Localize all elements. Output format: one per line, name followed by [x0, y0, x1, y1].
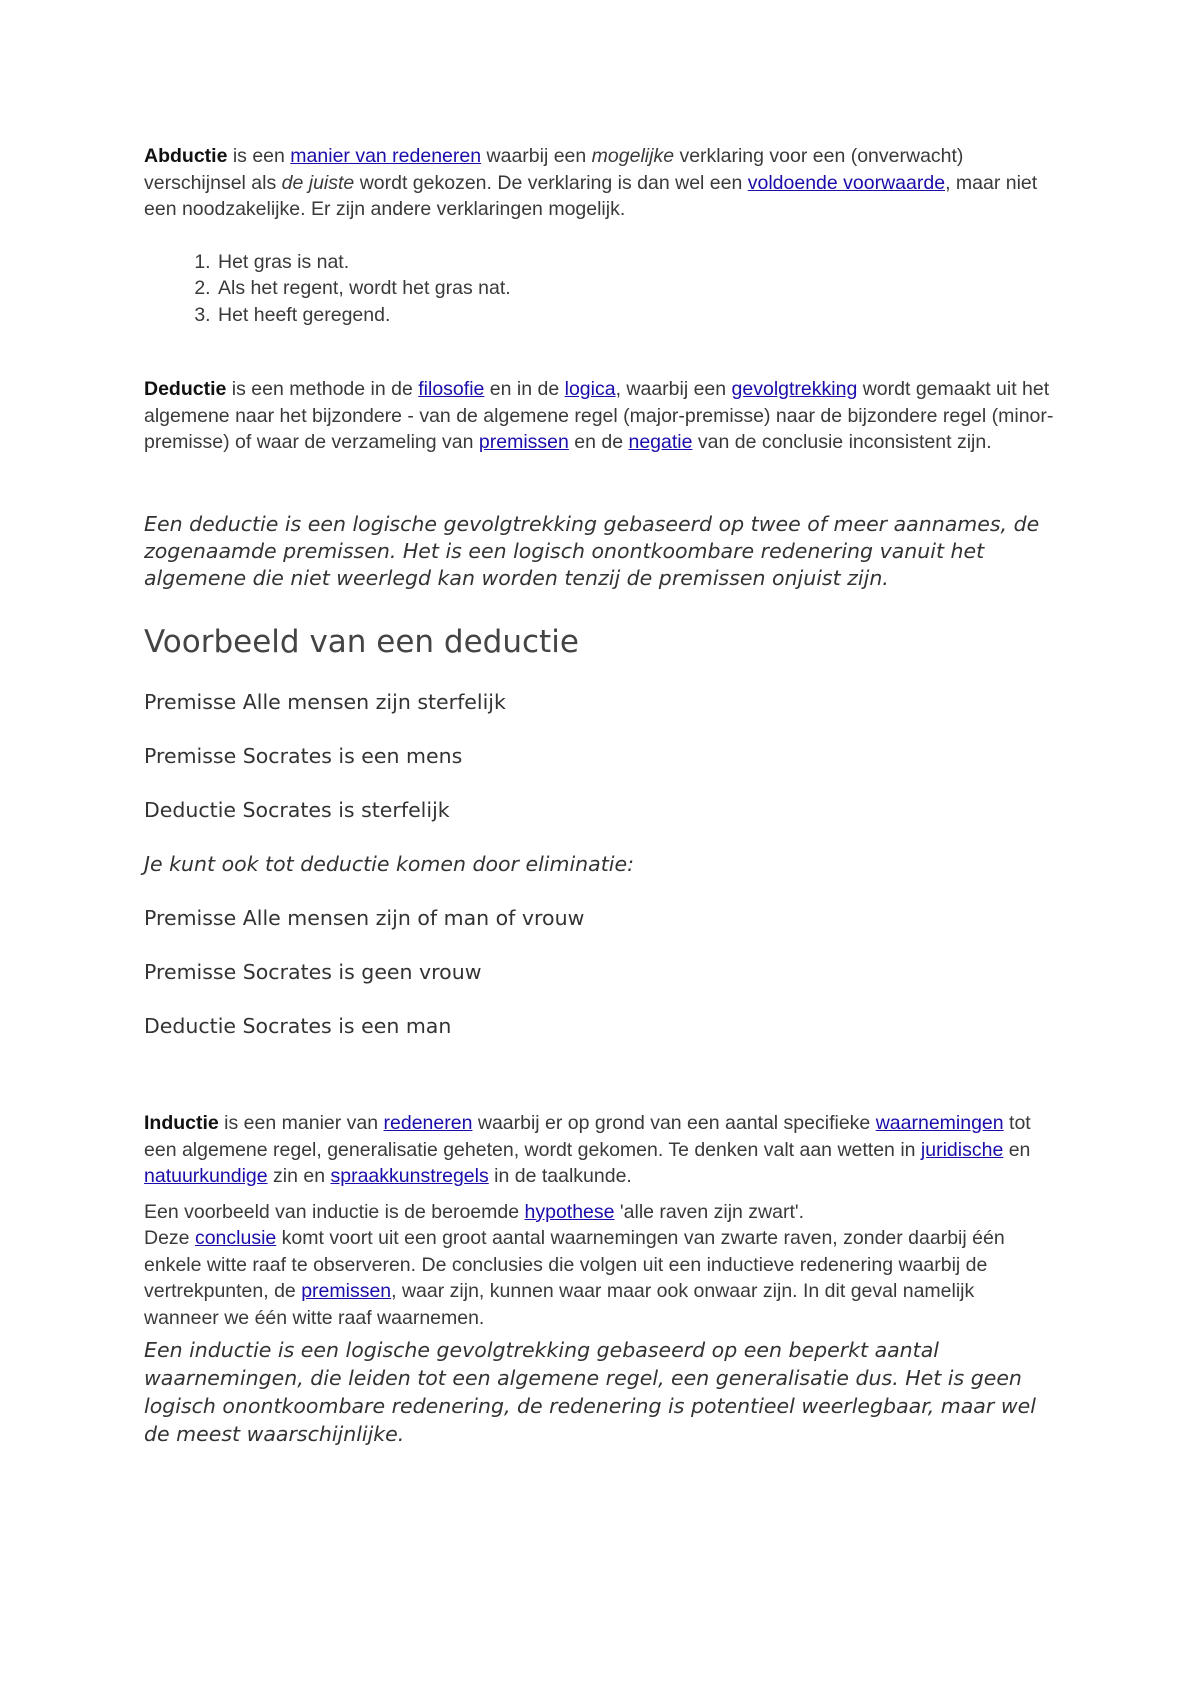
- link-gevolgtrekking[interactable]: gevolgtrekking: [731, 378, 858, 400]
- abductie-list: [144, 249, 1064, 329]
- link-premissen-2[interactable]: premissen: [301, 1280, 392, 1302]
- text: waarbij een: [481, 145, 592, 167]
- link-spraakkunstregels[interactable]: spraakkunstregels: [330, 1165, 489, 1187]
- link-natuurkundige[interactable]: natuurkundige: [144, 1165, 268, 1187]
- text: zin en: [267, 1165, 331, 1187]
- inductie-example-paragraph: [144, 1199, 1044, 1332]
- example-line: Deductie Socrates is een man: [144, 1014, 452, 1038]
- text: 'alle raven zijn zwart'.: [614, 1200, 805, 1223]
- text: , maar niet een noodzakelijke. Er zijn andere verklaringen mogelijk.: [144, 171, 1038, 220]
- emphasis: mogelijke: [591, 145, 675, 167]
- abductie-section: [144, 143, 1064, 328]
- inductie-section: [144, 1110, 1044, 1331]
- inductie-term: Inductie: [144, 1112, 219, 1134]
- text: in de taalkunde.: [488, 1165, 632, 1187]
- text: is een: [227, 145, 291, 167]
- example-line: Deductie Socrates is sterfelijk: [144, 798, 450, 822]
- list-item: 2. Als het regent, wordt het gras nat.: [216, 275, 1064, 302]
- text: en de: [568, 431, 629, 453]
- text: verklaring voor een (onverwacht) verschijnsel als: [144, 145, 964, 194]
- text: en in de: [484, 378, 565, 400]
- text: komt voort uit een groot aantal waarnemingen van zwarte raven, zonder daarbij één enkele witte raaf te observeren. De conclusies die volgen uit een inductieve redenering waarbij de vertrekpunten, de: [144, 1227, 1005, 1302]
- link-conclusie[interactable]: conclusie: [194, 1227, 277, 1249]
- text: , waar zijn, kunnen waar maar ook onwaar zijn. In dit geval namelijk wanneer we één witte raaf waarnemen.: [144, 1280, 975, 1329]
- example-line: Premisse Alle mensen zijn of man of vrouw: [144, 906, 585, 930]
- example-line: Premisse Alle mensen zijn sterfelijk: [144, 690, 506, 714]
- link-manier-van-redeneren[interactable]: manier van redeneren: [290, 145, 482, 167]
- text: Een voorbeeld van inductie is de beroemde: [144, 1200, 525, 1223]
- link-juridische[interactable]: juridische: [920, 1138, 1004, 1161]
- inductie-quote: Een inductie is een logische gevolgtrekking gebaseerd op een beperkt aantal waarnemingen, die leiden tot een algemene regel, een generalisatie dus. Het is geen logisch onontkoombare redenering, de redenering is potentieel weerlegbaar, maar wel de meest waarschijnlijke.: [144, 1338, 1036, 1446]
- text: wordt gemaakt uit het algemene naar het bijzondere - van de algemene regel (major-premisse) naar de bijzondere regel (minor-premisse) of waar de verzameling van: [144, 378, 1054, 453]
- deductie-term: Deductie: [144, 378, 227, 400]
- elimination-intro: Je kunt ook tot deductie komen door eliminatie:: [144, 852, 634, 876]
- section-heading: Voorbeeld van een deductie: [144, 624, 579, 660]
- list-item: 1. Het gras is nat.: [216, 249, 1064, 276]
- abductie-term: Abductie: [144, 145, 228, 167]
- example-line: Premisse Socrates is een mens: [144, 744, 463, 768]
- text: , waarbij een: [615, 378, 732, 400]
- inductie-paragraph: [144, 1110, 1044, 1190]
- emphasis: de juiste: [281, 171, 355, 194]
- example-line: Premisse Socrates is geen vrouw: [144, 960, 482, 984]
- abductie-paragraph: [144, 143, 1064, 223]
- text: wordt gekozen. De verklaring is dan wel een: [354, 171, 748, 194]
- link-redeneren[interactable]: redeneren: [383, 1112, 473, 1134]
- link-filosofie[interactable]: filosofie: [418, 378, 485, 400]
- list-item: 3. Het heeft geregend.: [216, 302, 1064, 329]
- link-logica[interactable]: logica: [564, 378, 616, 400]
- text: tot een algemene regel, generalisatie geheten, wordt gekomen. Te denken valt aan wetten in: [144, 1112, 1031, 1161]
- link-hypothese[interactable]: hypothese: [524, 1200, 615, 1223]
- link-voldoende-voorwaarde[interactable]: voldoende voorwaarde: [747, 171, 946, 194]
- text: van de conclusie inconsistent zijn.: [692, 431, 992, 453]
- text: en: [1003, 1138, 1031, 1161]
- text: Deze: [144, 1227, 195, 1249]
- text: is een methode in de: [226, 378, 419, 400]
- text: waarbij er op grond van een aantal specifieke: [472, 1112, 876, 1134]
- link-waarnemingen[interactable]: waarnemingen: [875, 1112, 1004, 1134]
- link-premissen[interactable]: premissen: [478, 431, 569, 453]
- text: is een manier van: [218, 1112, 384, 1134]
- link-negatie[interactable]: negatie: [628, 431, 693, 453]
- deductie-section: [144, 376, 1064, 456]
- deductie-quote: Een deductie is een logische gevolgtrekking gebaseerd op twee of meer aannames, de zogenaamde premissen. Het is een logisch onontkoombare redenering vanuit het algemene die niet weerlegd kan worden tenzij de premissen onjuist zijn.: [144, 512, 1040, 590]
- deductie-paragraph: [144, 376, 1064, 456]
